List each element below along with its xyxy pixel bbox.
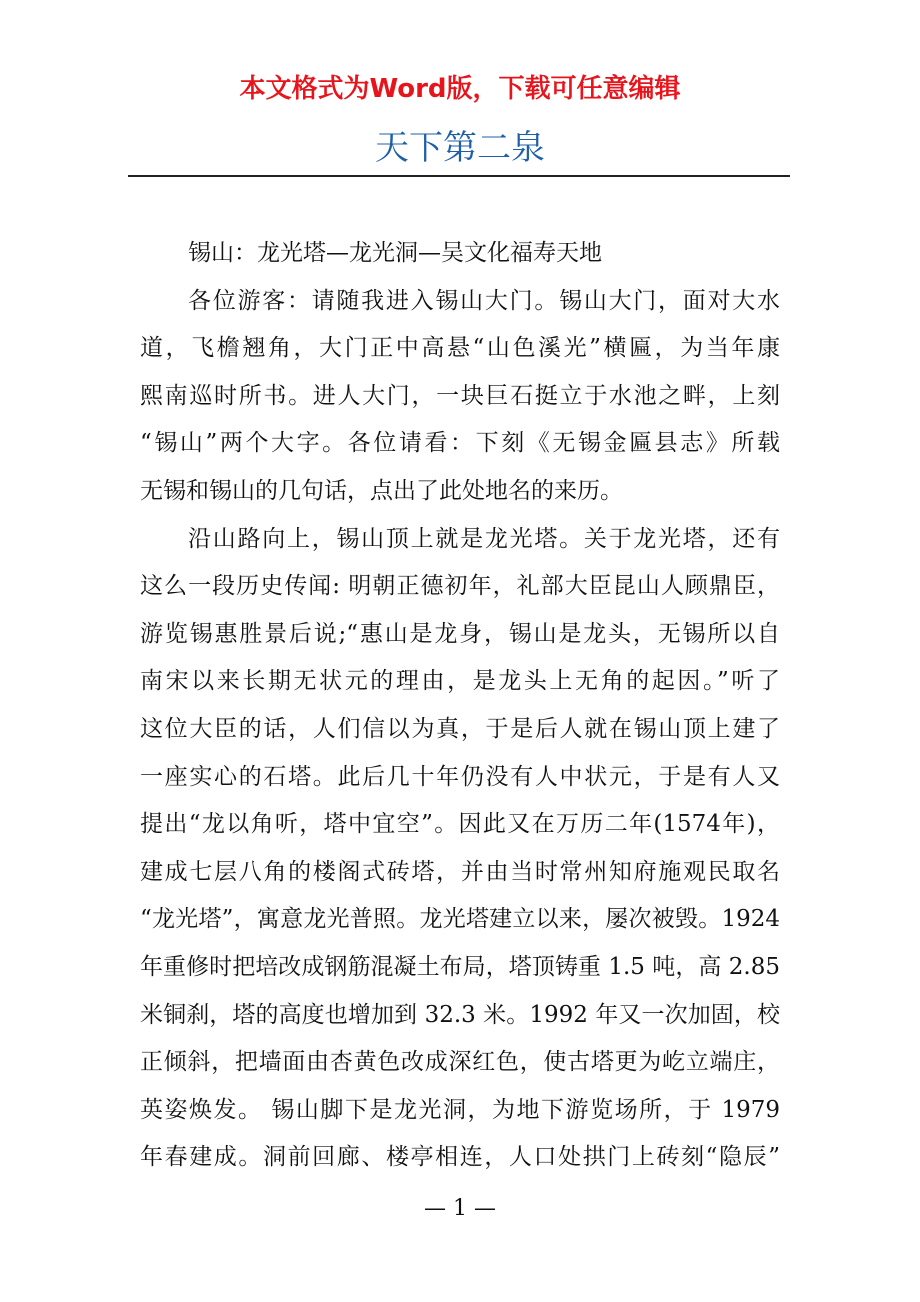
text-line: 熙南巡时所书。进人大门，一块巨石挺立于水池之畔，上刻	[140, 382, 780, 409]
document-body	[140, 233, 780, 1185]
text-line: 年春建成。洞前回廊、楼亭相连，人口处拱门上砖刻“隐辰”	[140, 1144, 780, 1171]
title-divider	[128, 175, 790, 177]
page-number: — 1 —	[424, 1196, 496, 1221]
text-line: “锡山”两个大字。各位请看：下刻《无锡金匾县志》所载	[140, 430, 780, 457]
section-heading: 锡山：龙光塔—龙光洞—吴文化福寿天地	[188, 240, 602, 266]
text-line: 道，飞檐翘角，大门正中高悬“山色溪光”横匾，为当年康	[140, 335, 780, 362]
text-line: 建成七层八角的楼阁式砖塔，并由当时常州知府施观民取名	[140, 858, 780, 885]
download-notice-banner: 本文格式为Word版，下载可任意编辑	[239, 74, 681, 104]
text-line: 这位大臣的话，人们信以为真，于是后人就在锡山顶上建了	[140, 715, 780, 742]
text-line: 沿山路向上，锡山顶上就是龙光塔。关于龙光塔，还有	[188, 525, 780, 552]
text-line: 提出“龙以角听，塔中宜空”。因此又在万历二年(1574年)，	[140, 811, 780, 838]
text-line: 无锡和锡山的几句话，点出了此处地名的来历。	[140, 477, 623, 504]
text-line: 正倾斜，把墙面由杏黄色改成深红色，使古塔更为屹立端庄，	[140, 1049, 780, 1076]
text-line: “龙光塔”，寓意龙光普照。龙光塔建立以来，屡次被毁。1924	[140, 906, 780, 933]
text-line: 一座实心的石塔。此后几十年仍没有人中状元，于是有人又	[140, 763, 780, 790]
text-line: 南宋以来长期无状元的理由，是龙头上无角的起因。”听了	[140, 668, 780, 695]
text-line: 英姿焕发。 锡山脚下是龙光洞，为地下游览场所，于 1979	[140, 1096, 780, 1123]
text-line: 年重修时把培改成钢筋混凝土布局，塔顶铸重 1.5 吨，高 2.85	[140, 953, 780, 980]
text-line: 这么一段历史传闻: 明朝正德初年，礼部大臣昆山人顾鼎臣，	[140, 573, 780, 600]
text-line: 游览锡惠胜景后说;“惠山是龙身，锡山是龙头，无锡所以自	[140, 620, 780, 647]
text-line: 各位游客：请随我进入锡山大门。锡山大门，面对大水	[188, 287, 780, 314]
document-title: 天下第二泉	[375, 128, 545, 168]
text-line: 米铜刹，塔的高度也增加到 32.3 米。1992 年又一次加固，校	[140, 1001, 780, 1028]
